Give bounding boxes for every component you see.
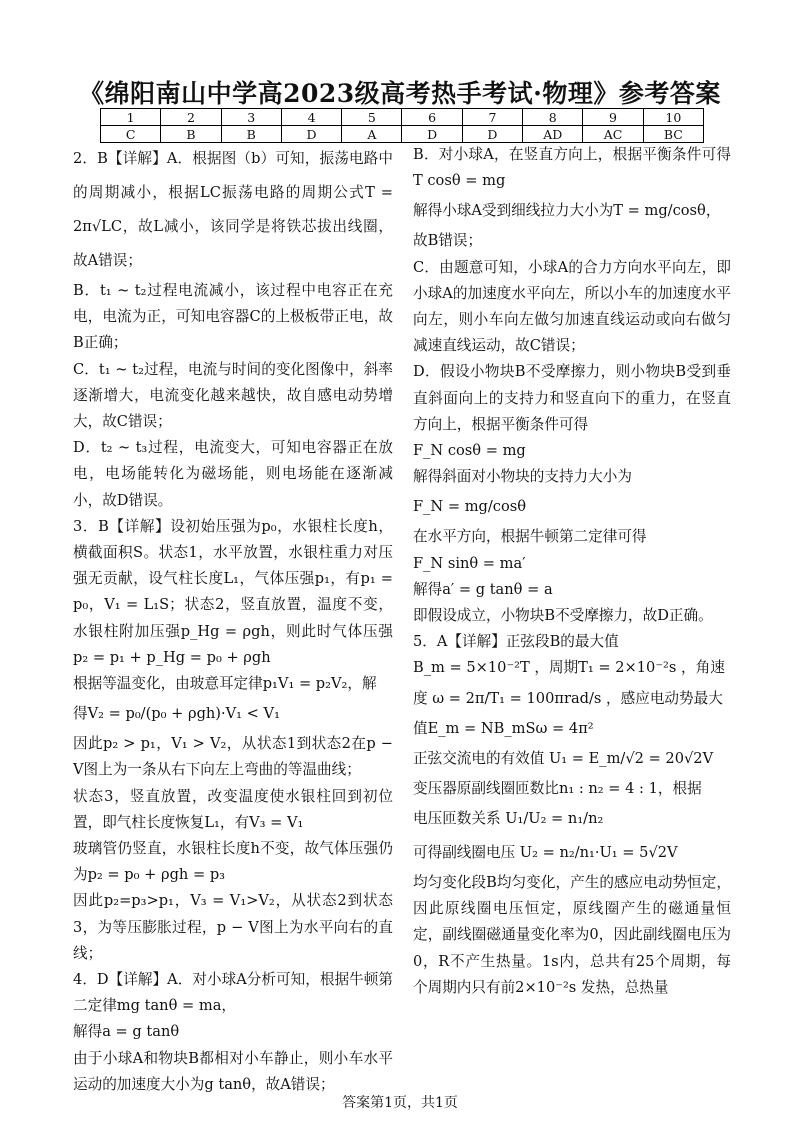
answer-table-answer-row: [101, 126, 704, 143]
formula-line: 解得a′ = g tanθ = a: [413, 580, 553, 598]
answer-table-number-row: [101, 109, 704, 126]
solution-paragraph: 根据等温变化，由玻意耳定律p₁V₁ = p₂V₂，解: [73, 675, 377, 693]
answer-cell: D: [462, 126, 522, 143]
formula-line: 度 ω = 2π/T₁ = 100πrad/s ，感应电动势最大: [413, 689, 723, 707]
solution-paragraph: 在水平方向，根据牛顿第二定律可得: [413, 528, 647, 546]
right-column: [413, 142, 731, 1001]
solution-paragraph: 2．B【详解】A．根据图（b）可知，振荡电路中的周期减小，根据LC振荡电路的周期公式T = 2π√LC，故L减小，该同学是将铁芯拔出线圈，故A错误；: [73, 150, 393, 269]
answer-cell: B: [221, 126, 281, 143]
solution-paragraph: 玻璃管仍竖直，水银柱长度h不变，故气体压强仍为p₂ = p₀ + ρgh = p₃: [73, 840, 393, 884]
formula-line: 值E_m = NB_mSω = 4π²: [413, 719, 594, 737]
solution-paragraph: B．对小球A，在竖直方向上，根据平衡条件可得T cosθ = mg: [413, 146, 731, 190]
formula-line: F_N = mg/cosθ: [413, 498, 527, 516]
formula-line: F_N sinθ = ma′: [413, 554, 526, 572]
solution-paragraph: 因此p₂=p₃>p₁，V₃ = V₁>V₂，从状态2到状态3，为等压膨胀过程，p − V图上为水平向右的直线；: [73, 892, 393, 962]
solution-paragraph: 因此p₂ > p₁，V₁ > V₂，从状态1到状态2在p − V图上为一条从右下向左上弯曲的等温曲线；: [73, 735, 393, 779]
solution-paragraph: D．t₂ ~ t₃过程，电流变大，可知电容器正在放电，电场能转化为磁场能，则电场能在逐渐减小，故D错误。: [73, 439, 393, 509]
solution-paragraph: D．假设小物块B不受摩擦力，则小物块B受到垂直斜面向上的支持力和竖直向下的重力，在竖直方向上，根据平衡条件可得: [413, 363, 731, 433]
answer-cell: D: [402, 126, 462, 143]
formula-line: 解得a = g tanθ: [73, 1023, 180, 1041]
formula-line: 正弦交流电的有效值 U₁ = E_m/√2 = 20√2V: [413, 749, 714, 767]
formula-line: 得V₂ = p₀/(p₀ + ρgh)·V₁ < V₁: [73, 705, 280, 723]
solution-paragraph: C．由题意可知，小球A的合力方向水平向左，即小球A的加速度水平向左，所以小车的加速度水平向左，则小车向左做匀加速直线运动或向右做匀减速直线运动，故C错误；: [413, 258, 731, 355]
question-number: 6: [402, 109, 462, 126]
answer-cell: D: [281, 126, 341, 143]
solution-paragraph: 由于小球A和物块B都相对小车静止，则小车水平运动的加速度大小为g tanθ，故A错误；: [73, 1049, 393, 1093]
solution-paragraph: 即假设成立，小物块B不受摩擦力，故D正确。: [413, 607, 713, 625]
page-footer: 答案第1页，共1页: [342, 1095, 458, 1111]
solution-paragraph: 4．D【详解】A．对小球A分析可知，根据牛顿第二定律mg tanθ = ma，: [73, 971, 393, 1015]
question-number: 5: [342, 109, 402, 126]
answer-cell: BC: [643, 126, 703, 143]
question-number: 9: [583, 109, 643, 126]
solution-paragraph: 均匀变化段B均匀变化，产生的感应电动势恒定，因此原线圈电压恒定，原线圈产生的磁通量恒定，副线圈磁通量变化率为0，因此副线圈电压为0，R不产生热量。1s内，总共有25个周期，每个周期内只有前2×10⁻²s 发热，总热量: [413, 874, 731, 996]
answer-cell: A: [342, 126, 402, 143]
solution-paragraph: 变压器原副线圈匝数比n₁ : n₂ = 4 : 1，根据: [413, 779, 702, 797]
solution-paragraph: 故B错误；: [413, 232, 483, 250]
formula-line: F_N cosθ = mg: [413, 442, 526, 460]
solution-paragraph: B．t₁ ~ t₂过程电流减小，该过程中电容正在充电，电流为正，可知电容器C的上极板带正电，故B正确；: [73, 282, 393, 352]
solution-paragraph: 5．A【详解】正弦段B的最大值: [413, 633, 619, 651]
solution-paragraph: 解得斜面对小物块的支持力大小为: [413, 468, 632, 486]
question-number: 7: [462, 109, 522, 126]
answer-table: [100, 108, 704, 143]
answer-cell: AC: [583, 126, 643, 143]
formula-line: 可得副线圈电压 U₂ = n₂/n₁·U₁ = 5√2V: [413, 844, 678, 862]
formula-line: 电压匝数关系 U₁/U₂ = n₁/n₂: [413, 810, 604, 828]
page-title: 《绵阳南山中学高2023级高考热手考试·物理》参考答案: [79, 79, 721, 108]
solution-paragraph: 3．B【详解】设初始压强为p₀，水银柱长度h，横截面积S。状态1，水平放置，水银柱重力对压强无贡献，设气柱长度L₁，气体压强p₁，有p₁ = p₀，V₁ = L₁S；状态2，竖直放置，温度不变，水银柱附加压强p_Hg = ρgh，则此时气体压强p₂ = p₁ + p_Hg = p₀ + ρgh: [73, 517, 393, 666]
question-number: 4: [281, 109, 341, 126]
question-number: 3: [221, 109, 281, 126]
solution-paragraph: 状态3，竖直放置，改变温度使水银柱回到初位置，即气柱长度恢复L₁，有V₃ = V₁: [73, 787, 393, 831]
formula-line: B_m = 5×10⁻²T ，周期T₁ = 2×10⁻²s ，角速: [413, 659, 725, 677]
question-number: 1: [101, 109, 161, 126]
answer-cell: AD: [523, 126, 583, 143]
question-number: 2: [161, 109, 221, 126]
left-column: [73, 142, 393, 1098]
answer-cell: C: [101, 126, 161, 143]
formula-line: 解得小球A受到细线拉力大小为T = mg/cosθ，: [413, 202, 721, 220]
answer-cell: B: [161, 126, 221, 143]
question-number: 8: [523, 109, 583, 126]
solution-paragraph: C．t₁ ~ t₂过程，电流与时间的变化图像中，斜率逐渐增大，电流变化越来越快，故自感电动势增大，故C错误；: [73, 360, 393, 431]
question-number: 10: [643, 109, 703, 126]
